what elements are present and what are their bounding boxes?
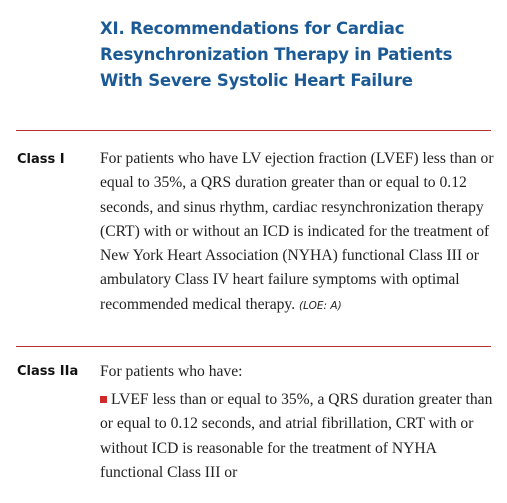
section-title: XI. Recommendations for Cardiac Resynchronization Therapy in Patients With Severe Systolic Heart Failure <box>100 19 453 90</box>
section-divider <box>16 130 491 131</box>
class-label: Class I <box>17 152 65 167</box>
recommendation-text <box>100 147 495 318</box>
recommendation-intro: For patients who have: <box>100 363 243 380</box>
class-label: Class IIa <box>17 364 79 379</box>
bullet-text: LVEF less than or equal to 35%, a QRS duration greater than or equal to 0.12 seconds, and atrial fibrillation, CRT with or without ICD is reasonable for the treatment of NYHA functional Class III or <box>100 391 493 481</box>
square-bullet-icon <box>100 396 107 403</box>
level-of-evidence: (LOE: A) <box>299 299 342 312</box>
bullet-item <box>100 388 495 485</box>
section-divider <box>16 346 491 347</box>
recommendation-body: For patients who have LV ejection fraction (LVEF) less than or equal to 35%, a QRS duration greater than or equal to 0.12 seconds, and sinus rhythm, cardiac resynchronization therapy (CRT) with or without an ICD is indicated for the treatment of New York Heart Association (NYHA) functional Class III or ambulatory Class IV heart failure symptoms with optimal recommended medical therapy. <box>100 150 494 313</box>
